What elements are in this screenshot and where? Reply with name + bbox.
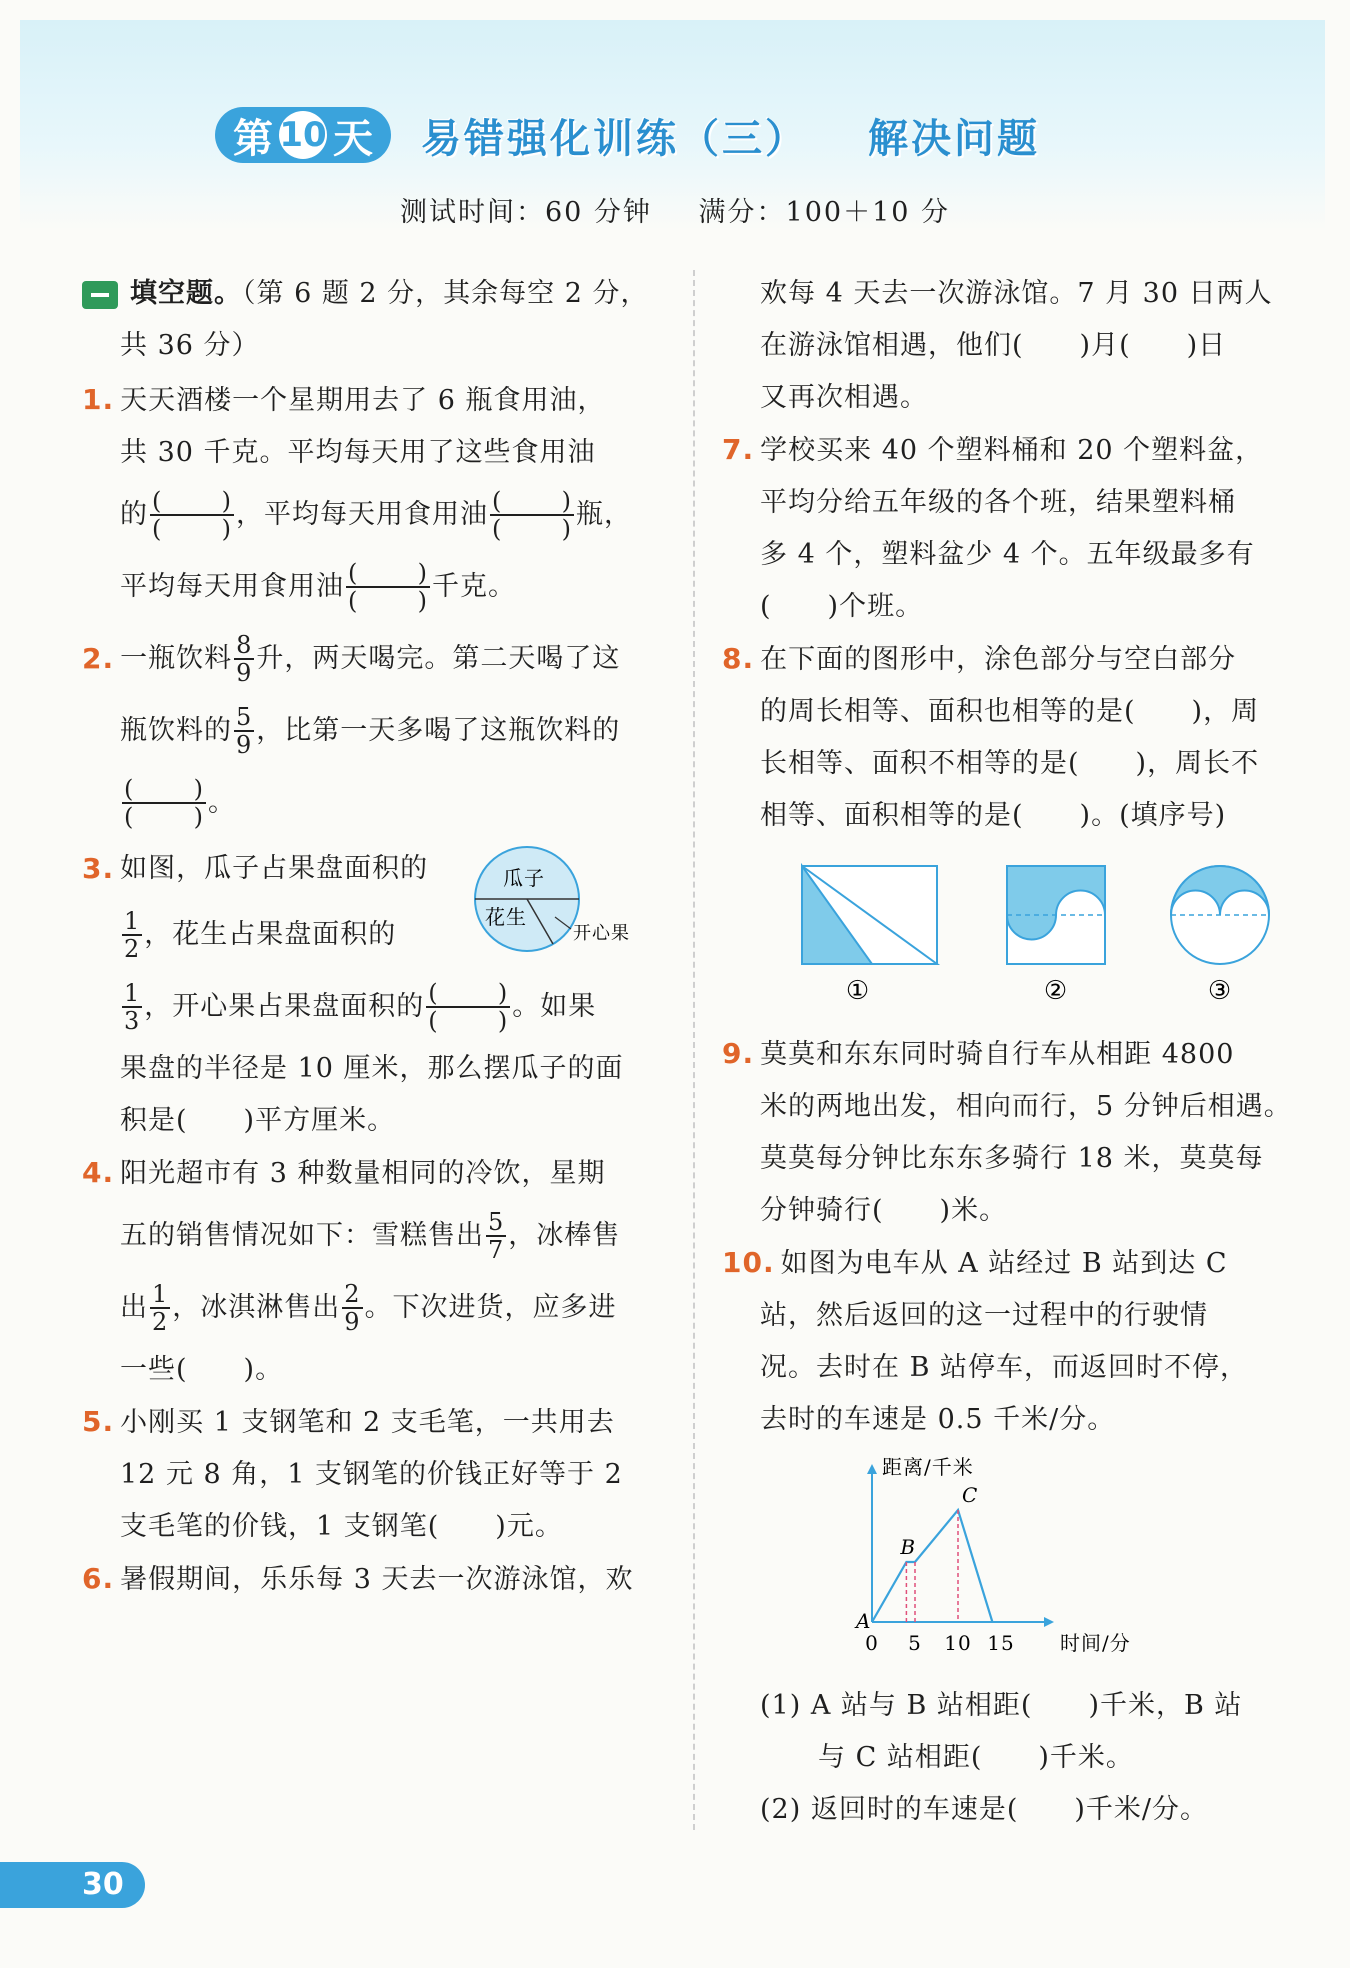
q4-text: 阳光超市有 3 种数量相同的冷饮，星期 [120, 1158, 606, 1189]
q2-text: 。 [208, 787, 236, 818]
question-3 [82, 839, 662, 1147]
q10-sub1: (1) A 站与 B 站相距( )千米，B 站 [760, 1690, 1243, 1721]
q3-text: ，开心果占果盘面积的 [144, 991, 425, 1022]
column-divider [693, 270, 695, 1830]
q10-text: 站，然后返回的这一过程中的行驶情 [760, 1300, 1208, 1331]
q10-text: 去时的车速是 0.5 千米/分。 [760, 1404, 1116, 1435]
q3-number: 3. [82, 852, 115, 885]
q9-text: 莫莫和东东同时骑自行车从相距 4800 [760, 1039, 1235, 1070]
q3-text: 如图，瓜子占果盘面积的 [120, 853, 429, 884]
question-6 [82, 1553, 662, 1606]
day-badge [215, 107, 391, 163]
fraction [234, 704, 254, 758]
fraction-denominator: 9 [236, 659, 253, 687]
q1-text: 瓶， [576, 499, 632, 530]
q4-text: ，冰棒售 [508, 1220, 621, 1251]
q10-number: 10. [722, 1246, 775, 1279]
section-note-line2: 共 36 分） [120, 330, 260, 361]
q1-number: 1. [82, 383, 115, 416]
q10-sub1-cont: 与 C 站相距( )千米。 [818, 1742, 1134, 1773]
q4-text: 。下次进货，应多进 [364, 1292, 617, 1323]
q5-text: 12 元 8 角，1 支钢笔的价钱正好等于 2 [120, 1459, 623, 1490]
point-label: A [856, 1609, 872, 1633]
q1-line: 共 30 千克。平均每天用了这些食用油 [120, 437, 596, 468]
figure-label-3: ③ [1207, 976, 1233, 1006]
q8-text: 在下面的图形中，涂色部分与空白部分 [760, 644, 1237, 675]
q7-text: 平均分给五年级的各个班，结果塑料桶 [760, 487, 1236, 518]
left-column [82, 268, 662, 1606]
fraction-denominator: 2 [124, 935, 141, 963]
q8-text: 的周长相等、面积也相等的是( )，周 [760, 696, 1260, 727]
section-one-icon [82, 281, 118, 309]
fraction [122, 980, 142, 1034]
page-number: 30 [0, 1862, 145, 1908]
q8-number: 8. [722, 642, 755, 675]
day-number: 10 [279, 111, 327, 159]
x-tick-label: 0 [865, 1631, 879, 1655]
day-suffix: 天 [333, 115, 373, 162]
q7-text: 多 4 个，塑料盆少 4 个。五年级最多有 [760, 539, 1255, 570]
q2-text: ，比第一天多喝了这瓶饮料的 [256, 715, 621, 746]
pie-label-kaixinguo: 开心果 [573, 923, 630, 944]
x-tick-label: 5 [908, 1631, 922, 1655]
answer-blank-fraction[interactable]: ( ) ( ) [492, 487, 572, 543]
test-time: 测试时间：60 分钟 [399, 197, 652, 228]
fraction [486, 1209, 506, 1263]
distance-line [872, 1510, 992, 1622]
figure-label-2: ② [1043, 976, 1069, 1006]
answer-blank-fraction[interactable]: ( ) ( ) [428, 979, 509, 1035]
fraction-denominator: 9 [344, 1308, 361, 1336]
q1-text: 千克。 [432, 571, 516, 602]
q5-text: 支毛笔的价钱，1 支钢笔( )元。 [120, 1511, 563, 1542]
fraction-denominator: 9 [236, 731, 253, 759]
q9-text: 米的两地出发，相向而行，5 分钟后相遇。 [760, 1091, 1292, 1122]
question-7 [722, 424, 1312, 633]
section-note: （第 6 题 2 分，其余每空 2 分， [242, 278, 649, 309]
page-subtitle: 解决问题 [868, 115, 1040, 162]
point-label: B [900, 1535, 917, 1559]
test-info [0, 190, 1350, 229]
page-title: 易错强化训练（三） [421, 115, 808, 162]
fraction-numerator: 1 [152, 1280, 169, 1308]
fraction-denominator: 3 [124, 1007, 141, 1035]
figure-label-1: ① [845, 976, 871, 1006]
point-label: C [962, 1483, 979, 1507]
q3-text: 。如果 [512, 991, 597, 1022]
q4-text: 出 [120, 1292, 148, 1323]
answer-blank-fraction[interactable]: ( ) ( ) [152, 487, 232, 543]
q5-text: 小刚买 1 支钢笔和 2 支毛笔，一共用去 [120, 1407, 615, 1438]
fraction-numerator: 5 [488, 1208, 505, 1236]
q3-text: ，花生占果盘面积的 [144, 919, 397, 950]
q10-text: 况。去时在 B 站停车，而返回时不停， [760, 1352, 1249, 1383]
q10-sub2: (2) 返回时的车速是( )千米/分。 [760, 1794, 1208, 1825]
section-title: 填空题。 [130, 278, 242, 309]
fraction [150, 1281, 170, 1335]
fruit-plate-pie-diagram [467, 839, 662, 959]
fraction-numerator: 1 [124, 979, 141, 1007]
x-axis-arrow [1044, 1617, 1054, 1627]
q1-line [82, 479, 662, 551]
q2-text: 瓶饮料的 [120, 715, 232, 746]
q9-text: 莫莫每分钟比东东多骑行 18 米，莫莫每 [760, 1143, 1264, 1174]
answer-blank-fraction[interactable]: ( ) ( ) [124, 775, 204, 831]
q1-line [82, 551, 662, 623]
q5-number: 5. [82, 1405, 115, 1438]
distance-time-chart [722, 1452, 1282, 1662]
title-row [215, 105, 1040, 165]
shape-figures [722, 856, 1282, 1006]
fraction [234, 632, 254, 686]
question-9 [722, 1028, 1312, 1237]
section-heading [82, 268, 662, 320]
fraction [122, 908, 142, 962]
answer-blank-fraction[interactable]: ( ) ( ) [348, 559, 428, 615]
x-axis-label: 时间/分 [1060, 1631, 1131, 1655]
pie-label-guazi: 瓜子 [503, 866, 545, 890]
q2-text: 升，两天喝完。第二天喝了这 [256, 643, 621, 674]
q1-text: 的 [120, 499, 148, 530]
question-2 [82, 623, 662, 839]
q6-text: 暑假期间，乐乐每 3 天去一次游泳馆，欢 [120, 1564, 634, 1595]
x-tick-label: 15 [987, 1631, 1015, 1655]
q6-number: 6. [82, 1562, 115, 1595]
q7-text: ( )个班。 [760, 591, 924, 622]
y-axis-label: 距离/千米 [882, 1455, 974, 1479]
fraction [342, 1281, 362, 1335]
fraction-numerator: 1 [124, 907, 141, 935]
q4-number: 4. [82, 1156, 115, 1189]
day-prefix: 第 [233, 115, 273, 162]
pie-label-huasheng: 花生 [485, 905, 527, 929]
q2-number: 2. [82, 642, 115, 675]
q9-number: 9. [722, 1037, 755, 1070]
q9-text: 分钟骑行( )米。 [760, 1195, 1008, 1226]
q6-text: 在游泳馆相遇，他们( )月( )日 [760, 330, 1227, 361]
fraction-denominator: 2 [152, 1308, 169, 1336]
q3-text: 果盘的半径是 10 厘米，那么摆瓜子的面 [120, 1053, 624, 1084]
q4-text: 五的销售情况如下：雪糕售出 [120, 1220, 484, 1251]
q3-text: 积是( )平方厘米。 [120, 1105, 396, 1136]
right-column [722, 268, 1312, 1836]
question-1 [82, 374, 662, 623]
q7-text: 学校买来 40 个塑料桶和 20 个塑料盆， [760, 435, 1264, 466]
question-10 [722, 1237, 1312, 1836]
fraction-numerator: 2 [344, 1280, 361, 1308]
q1-text: 平均每天用食用油 [120, 571, 344, 602]
q2-text: 一瓶饮料 [120, 643, 233, 674]
x-tick-label: 10 [944, 1631, 972, 1655]
q1-line: 天天酒楼一个星期用去了 6 瓶食用油， [120, 385, 606, 416]
fraction-numerator: 5 [236, 703, 253, 731]
q4-text: ，冰淇淋售出 [172, 1292, 341, 1323]
q8-text: 相等、面积相等的是( )。(填序号) [760, 800, 1227, 831]
q4-text: 一些( )。 [120, 1354, 284, 1385]
question-4 [82, 1147, 662, 1396]
q10-text: 如图为电车从 A 站经过 B 站到达 C [780, 1248, 1228, 1279]
question-5 [82, 1396, 662, 1553]
q6-text: 又再次相遇。 [760, 382, 928, 413]
q6-text: 欢每 4 天去一次游泳馆。7 月 30 日两人 [760, 278, 1273, 309]
question-6-continued [722, 268, 1312, 424]
q7-number: 7. [722, 433, 755, 466]
y-axis-arrow [867, 1464, 877, 1474]
q1-text: ，平均每天用食用油 [236, 499, 488, 530]
q8-text: 长相等、面积不相等的是( )，周长不 [760, 748, 1260, 779]
fraction-denominator: 7 [488, 1236, 505, 1264]
question-8 [722, 633, 1312, 1024]
fraction-numerator: 8 [236, 631, 253, 659]
full-score: 满分：100＋10 分 [698, 197, 951, 228]
